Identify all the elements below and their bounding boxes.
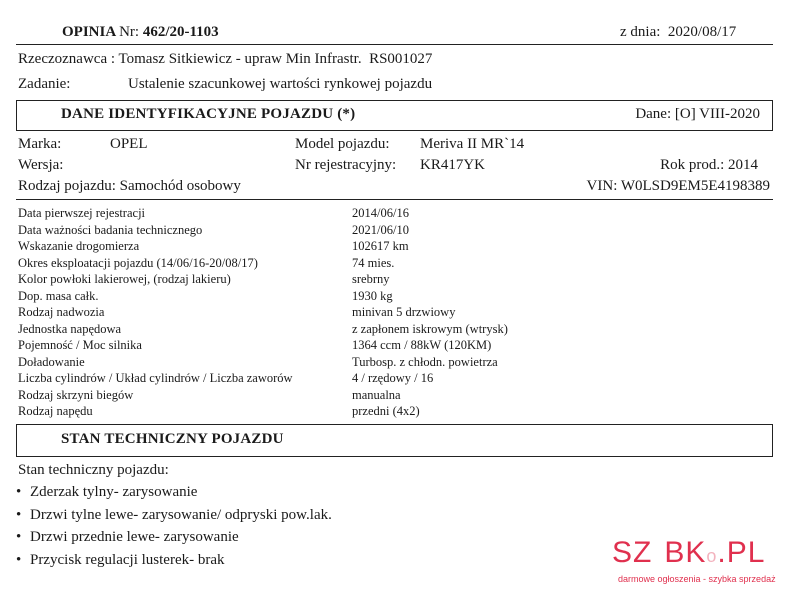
logo-bk: BK bbox=[664, 536, 707, 569]
opinion-label: OPINIA bbox=[62, 24, 116, 40]
detail-value: 2014/06/16 bbox=[352, 206, 409, 220]
detail-label: Wskazanie drogomierza bbox=[18, 239, 140, 253]
vehicle-divider bbox=[16, 199, 773, 200]
header-divider bbox=[16, 44, 773, 45]
vehicle-type-value: Samochód osobowy bbox=[119, 178, 241, 194]
detail-label: Rodzaj skrzyni biegów bbox=[18, 387, 134, 402]
watermark-tagline: darmowe ogłoszenia - szybka sprzedaż bbox=[618, 574, 776, 584]
detail-label: Pojemność / Moc silnika bbox=[18, 338, 142, 352]
date-label: z dnia: bbox=[620, 24, 661, 40]
task-value: Ustalenie szacunkowej wartości rynkowej pojazdu bbox=[128, 76, 433, 92]
id-section-box bbox=[16, 100, 773, 131]
detail-value: 102617 km bbox=[352, 239, 409, 253]
expert-row bbox=[18, 51, 432, 68]
tech-section-box bbox=[16, 424, 773, 457]
detail-value: przedni (4x2) bbox=[352, 404, 420, 418]
detail-value: 1364 ccm / 88kW (120KM) bbox=[352, 338, 492, 352]
tech-intro: Stan techniczny pojazdu: bbox=[18, 462, 169, 478]
detail-value: z zapłonem iskrowym (wtrysk) bbox=[352, 321, 508, 336]
version-label: Wersja: bbox=[18, 157, 64, 173]
detail-label: Dop. masa całk. bbox=[18, 288, 99, 303]
szbko-logo bbox=[612, 536, 765, 570]
make-label: Marka: bbox=[18, 136, 62, 152]
logo-sz: SZ bbox=[612, 536, 653, 569]
damage-item: • Drzwi tylne lewe- zarysowanie/ odpryski pow.lak. bbox=[16, 507, 332, 524]
model-label: Model pojazdu: bbox=[295, 136, 390, 152]
detail-label: Data ważności badania technicznego bbox=[18, 222, 203, 237]
vehicle-type-label: Rodzaj pojazdu: bbox=[18, 178, 116, 194]
detail-value: 2021/06/10 bbox=[352, 222, 409, 237]
id-section-title: DANE IDENTYFIKACYJNE POJAZDU (*) bbox=[61, 106, 356, 122]
opinion-number: 462/20-1103 bbox=[142, 24, 219, 40]
id-section-data-label: Dane: [O] VIII-2020 bbox=[635, 106, 760, 122]
logo-pl: .PL bbox=[717, 536, 766, 569]
vin: VIN: W0LSD9EM5E4198389 bbox=[586, 178, 770, 194]
detail-label: Rodzaj nadwozia bbox=[18, 305, 105, 319]
opinion-nr-label: Nr: bbox=[119, 24, 140, 40]
detail-label: Data pierwszej rejestracji bbox=[18, 206, 146, 220]
detail-label: Rodzaj napędu bbox=[18, 404, 93, 418]
detail-value: manualna bbox=[352, 387, 401, 402]
expert-value: Tomasz Sitkiewicz - upraw Min Infrastr. bbox=[118, 51, 362, 67]
detail-value: srebrny bbox=[352, 272, 390, 286]
date-value: 2020/08/17 bbox=[667, 24, 737, 40]
detail-label: Kolor powłoki lakierowej, (rodzaj lakieru) bbox=[18, 272, 231, 286]
detail-label: Liczba cylindrów / Układ cylindrów / Liczba zaworów bbox=[18, 371, 293, 385]
detail-label: Jednostka napędowa bbox=[18, 321, 122, 336]
expert-label: Rzeczoznawca : bbox=[18, 51, 116, 67]
vehicle-type bbox=[18, 178, 241, 195]
production-year: Rok prod.: 2014 bbox=[660, 157, 758, 173]
model-value: Meriva II MR`14 bbox=[420, 136, 525, 152]
logo-o: o bbox=[706, 546, 718, 566]
damage-item: • Drzwi przednie lewe- zarysowanie bbox=[16, 529, 239, 546]
detail-value: 74 mies. bbox=[352, 255, 395, 270]
detail-value: 1930 kg bbox=[352, 288, 393, 303]
damage-item: • Przycisk regulacji lusterek- brak bbox=[16, 552, 225, 569]
opinion-date bbox=[620, 24, 736, 41]
make-value: OPEL bbox=[110, 136, 148, 152]
reg-value: KR417YK bbox=[420, 157, 486, 173]
detail-value: Turbosp. z chłodn. powietrza bbox=[352, 354, 498, 369]
detail-label: Doładowanie bbox=[18, 354, 85, 369]
detail-value: 4 / rzędowy / 16 bbox=[352, 371, 434, 385]
tech-section-title: STAN TECHNICZNY POJAZDU bbox=[61, 431, 284, 447]
expert-code: RS001027 bbox=[369, 51, 433, 67]
task-label: Zadanie: bbox=[18, 76, 71, 92]
reg-label: Nr rejestracyjny: bbox=[295, 157, 397, 173]
damage-item: • Zderzak tylny- zarysowanie bbox=[16, 484, 197, 501]
opinion-title bbox=[62, 24, 219, 41]
detail-value: minivan 5 drzwiowy bbox=[352, 305, 456, 319]
detail-label: Okres eksploatacji pojazdu (14/06/16-20/08/17) bbox=[18, 255, 258, 270]
